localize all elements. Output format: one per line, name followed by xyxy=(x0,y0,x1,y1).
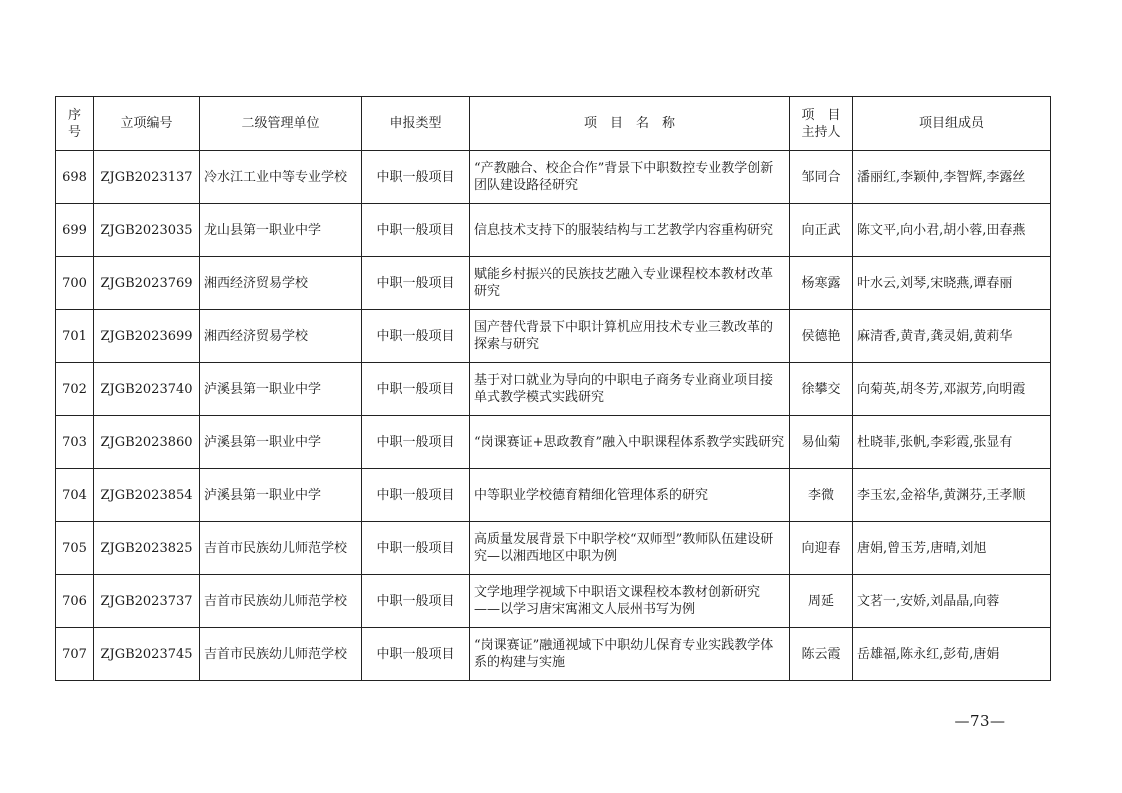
table-row xyxy=(56,416,1051,469)
cell-name: “岗课赛证”融通视域下中职幼儿保育专业实践教学体系的构建与实施 xyxy=(470,628,790,681)
table-row xyxy=(56,257,1051,310)
cell-unit: 吉首市民族幼儿师范学校 xyxy=(200,628,362,681)
cell-host: 易仙菊 xyxy=(790,416,853,469)
cell-seq: 707 xyxy=(56,628,94,681)
cell-code: ZJGB2023740 xyxy=(94,363,200,416)
cell-unit: 冷水江工业中等专业学校 xyxy=(200,151,362,204)
cell-name: 中等职业学校德育精细化管理体系的研究 xyxy=(470,469,790,522)
table-row xyxy=(56,363,1051,416)
cell-unit: 龙山县第一职业中学 xyxy=(200,204,362,257)
cell-name: 信息技术支持下的服装结构与工艺教学内容重构研究 xyxy=(470,204,790,257)
cell-members: 叶水云,刘琴,宋晓燕,谭春丽 xyxy=(853,257,1051,310)
header-name: 项 目 名 称 xyxy=(470,97,790,151)
cell-host: 侯德艳 xyxy=(790,310,853,363)
cell-seq: 704 xyxy=(56,469,94,522)
cell-type: 中职一般项目 xyxy=(362,522,470,575)
cell-type: 中职一般项目 xyxy=(362,257,470,310)
cell-name: 高质量发展背景下中职学校“双师型”教师队伍建设研究—以湘西地区中职为例 xyxy=(470,522,790,575)
header-members: 项目组成员 xyxy=(853,97,1051,151)
cell-unit: 湘西经济贸易学校 xyxy=(200,310,362,363)
cell-members: 麻清香,黄青,龚灵娟,黄莉华 xyxy=(853,310,1051,363)
cell-host: 杨寒露 xyxy=(790,257,853,310)
cell-seq: 702 xyxy=(56,363,94,416)
cell-type: 中职一般项目 xyxy=(362,469,470,522)
cell-unit: 吉首市民族幼儿师范学校 xyxy=(200,522,362,575)
cell-seq: 700 xyxy=(56,257,94,310)
cell-code: ZJGB2023737 xyxy=(94,575,200,628)
cell-members: 岳雄福,陈永红,彭荀,唐娟 xyxy=(853,628,1051,681)
header-host: 项 目主持人 xyxy=(790,97,853,151)
cell-unit: 泸溪县第一职业中学 xyxy=(200,416,362,469)
header-code: 立项编号 xyxy=(94,97,200,151)
header-seq: 序号 xyxy=(56,97,94,151)
cell-type: 中职一般项目 xyxy=(362,310,470,363)
cell-type: 中职一般项目 xyxy=(362,575,470,628)
cell-type: 中职一般项目 xyxy=(362,204,470,257)
table-row xyxy=(56,204,1051,257)
project-table xyxy=(55,96,1051,681)
cell-members: 李玉宏,金裕华,黄渊芬,王孝顺 xyxy=(853,469,1051,522)
table-row xyxy=(56,469,1051,522)
cell-unit: 泸溪县第一职业中学 xyxy=(200,469,362,522)
cell-code: ZJGB2023860 xyxy=(94,416,200,469)
cell-unit: 湘西经济贸易学校 xyxy=(200,257,362,310)
cell-code: ZJGB2023745 xyxy=(94,628,200,681)
cell-host: 向迎春 xyxy=(790,522,853,575)
header-unit: 二级管理单位 xyxy=(200,97,362,151)
header-row xyxy=(56,97,1051,151)
cell-unit: 泸溪县第一职业中学 xyxy=(200,363,362,416)
cell-name: 文学地理学视域下中职语文课程校本教材创新研究 ——以学习唐宋寓湘文人辰州书写为例 xyxy=(470,575,790,628)
cell-code: ZJGB2023699 xyxy=(94,310,200,363)
cell-seq: 699 xyxy=(56,204,94,257)
cell-code: ZJGB2023137 xyxy=(94,151,200,204)
cell-seq: 703 xyxy=(56,416,94,469)
table-row xyxy=(56,310,1051,363)
header-type: 申报类型 xyxy=(362,97,470,151)
cell-members: 潘丽红,李颖仲,李智辉,李露丝 xyxy=(853,151,1051,204)
cell-type: 中职一般项目 xyxy=(362,628,470,681)
cell-name: “产教融合、校企合作”背景下中职数控专业教学创新团队建设路径研究 xyxy=(470,151,790,204)
cell-seq: 706 xyxy=(56,575,94,628)
cell-seq: 701 xyxy=(56,310,94,363)
cell-host: 周延 xyxy=(790,575,853,628)
cell-host: 李微 xyxy=(790,469,853,522)
cell-members: 陈文平,向小君,胡小蓉,田春燕 xyxy=(853,204,1051,257)
cell-code: ZJGB2023035 xyxy=(94,204,200,257)
cell-seq: 705 xyxy=(56,522,94,575)
cell-name: 赋能乡村振兴的民族技艺融入专业课程校本教材改革研究 xyxy=(470,257,790,310)
cell-code: ZJGB2023825 xyxy=(94,522,200,575)
cell-code: ZJGB2023854 xyxy=(94,469,200,522)
cell-host: 邹同合 xyxy=(790,151,853,204)
cell-name: 国产替代背景下中职计算机应用技术专业三教改革的探索与研究 xyxy=(470,310,790,363)
cell-host: 徐攀交 xyxy=(790,363,853,416)
page-number: —73— xyxy=(954,712,1006,730)
cell-members: 向菊英,胡冬芳,邓淑芳,向明霞 xyxy=(853,363,1051,416)
cell-code: ZJGB2023769 xyxy=(94,257,200,310)
cell-seq: 698 xyxy=(56,151,94,204)
cell-unit: 吉首市民族幼儿师范学校 xyxy=(200,575,362,628)
table-row xyxy=(56,628,1051,681)
cell-type: 中职一般项目 xyxy=(362,416,470,469)
cell-host: 向正武 xyxy=(790,204,853,257)
cell-members: 文茗一,安娇,刘晶晶,向蓉 xyxy=(853,575,1051,628)
cell-name: “岗课赛证+思政教育”融入中职课程体系教学实践研究 xyxy=(470,416,790,469)
cell-host: 陈云霞 xyxy=(790,628,853,681)
cell-members: 杜晓菲,张帆,李彩霞,张显有 xyxy=(853,416,1051,469)
table-row xyxy=(56,522,1051,575)
cell-type: 中职一般项目 xyxy=(362,363,470,416)
table-row xyxy=(56,151,1051,204)
cell-members: 唐娟,曾玉芳,唐晴,刘旭 xyxy=(853,522,1051,575)
cell-type: 中职一般项目 xyxy=(362,151,470,204)
cell-name: 基于对口就业为导向的中职电子商务专业商业项目接单式教学模式实践研究 xyxy=(470,363,790,416)
table-row xyxy=(56,575,1051,628)
